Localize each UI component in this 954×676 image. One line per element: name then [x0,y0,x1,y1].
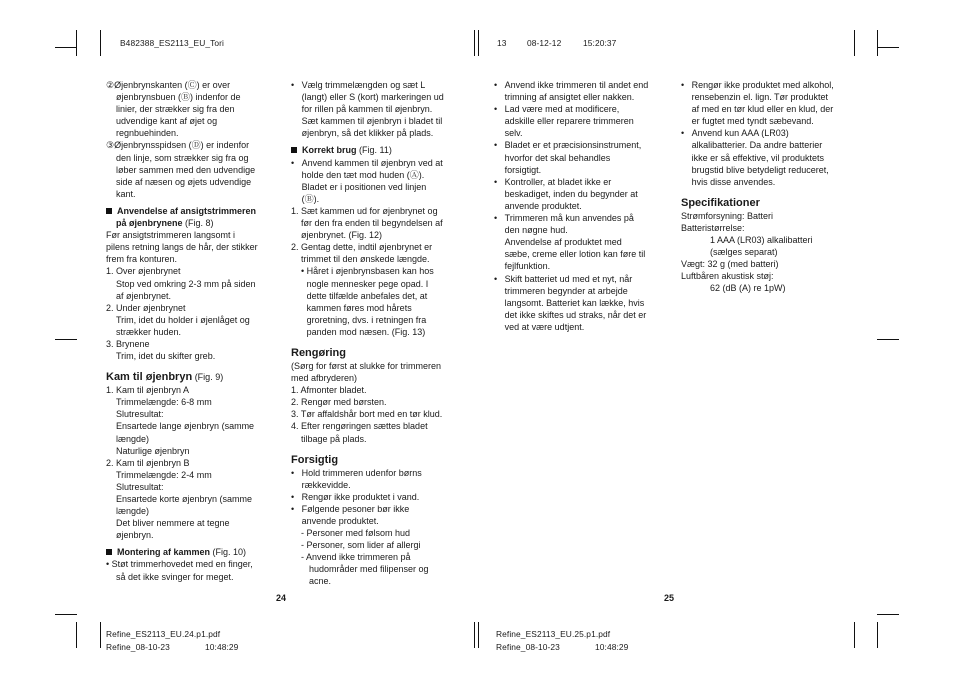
footer-right-pdf: Refine_ES2113_EU.25.p1.pdf [496,629,611,639]
bullet-item: • Skift batteriet ud med et nyt, når trimmeren begynder at arbejde langsomt. Batteriet kan lække, hvis det ikke skiftes ud straks, når det er ved at være udtjent. [494,273,647,332]
header-page-number: 13 [497,38,507,48]
bullet-item: • Følgende pesoner bør ikke anvende produktet. [291,503,410,526]
footer-left-time: 10:48:29 [205,642,239,652]
text-line: udvendige kant af øjet og [116,116,218,127]
text-line: ②Øjenbrynskanten (Ⓒ) er over [106,80,231,90]
bullet-item: • Anvend kammen til øjenbryn ved at holde den tæt mod huden (Ⓐ). Bladet er i positionen ved linjen (Ⓑ). [291,157,443,204]
text-line: så det ikke svinger for meget. [116,571,234,582]
text-line: ③Øjenbrynsspidsen (Ⓓ) er indenfor [106,140,250,151]
list-combs: 1. Kam til øjenbryn A Trimmelængde: 6-8 mm Slutresultat: Ensartede lange øjenbryn (samme længde) Naturlige øjenbryn 2. Kam til øjenbryn B Trimmelængde: 2-4 mm Slutresultat: Ensartede korte øjenbryn (samme længde) Det bliver nemmere at tegne øjenbryn. [106,385,255,541]
bullet-item: • Anvend kun AAA (LR03) alkalibatterier. Da andre batterier ikke er så effektive, vil produktets brugstid blive betydeligt reduceret, hvis disse anvendes. [681,128,829,187]
text-line: frem fra konturen. [106,254,178,265]
footer-left-date: Refine_08-10-23 [106,642,170,652]
list-trim-areas: 1. Over øjenbrynet Stop ved omkring 2-3 mm på siden af øjenbrynet. 2. Under øjenbrynet Trim, idet du holder i øjenlåget og strækker huden. 3. Brynene Trim, idet du skifter greb. [106,266,256,362]
bullet-item: • Kontroller, at bladet ikke er beskadiget, inden du begynder at anvende produktet. [494,176,638,211]
text-line: side af næsen og øjets udvendige [116,176,252,187]
text-line: pilens retning langs de hår, der stikker [106,242,258,253]
heading-caution: Forsigtig [291,453,339,466]
bullet-item: • Bladet er et præcisionsinstrument, hvorfor det skal behandles forsigtigt. [494,140,642,175]
square-bullet-icon [291,147,297,153]
footer-left-pdf: Refine_ES2113_EU.24.p1.pdf [106,629,221,639]
bullet-item: • Hold trimmeren udenfor børns rækkevidde. [291,467,422,490]
bullet-item: • Rengør ikke produktet med alkohol, rensebenzin el. lign. Tør produktet af med en tør klud eller en klud, der er fugtet med tyndt sæbevand. [681,80,834,127]
text-line: den linje, som strækker sig fra og [116,152,249,163]
header-time: 15:20:37 [583,38,617,48]
text-line: linier, der strækker sig fra den [116,104,235,115]
column-1 [106,79,280,583]
page-number-left: 24 [276,593,287,603]
square-bullet-icon [106,549,112,555]
heading-specifications: Specifikationer [681,196,760,209]
item-eyebrow-tip [106,139,280,199]
text-line: Før ansigtstrimmeren langsomt i [106,230,236,241]
heading-cleaning: Rengøring [291,346,346,359]
footer-right-time: 10:48:29 [595,642,629,652]
text-line: kant. [116,188,136,199]
header-filename: B482388_ES2113_EU_Tori [120,38,225,48]
text-line: øjenbrynsbuen (Ⓑ) indenfor de [116,92,241,103]
bullet-item: • Anvend ikke trimmeren til andet end trimning af ansigtet eller nakken. [494,80,649,103]
square-bullet-icon [106,208,112,214]
text-line: regnbuehinden. [116,128,179,139]
heading-comb: Kam til øjenbryn (Fig. 9) [106,371,224,384]
heading-mount: Montering af kammen (Fig. 10) [106,546,280,558]
text-line: løber sammen med den udvendige [116,164,256,175]
bullet-item: • Rengør ikke produktet i vand. [291,491,420,502]
heading-correct-use: Korrekt brug (Fig. 11) [291,144,463,156]
column-3 [494,79,666,333]
item-eyebrow-edge [106,79,280,139]
text-line: • Støt trimmerhovedet med en finger, [106,559,253,570]
bullet-item: • Vælg trimmelængden og sæt L (langt) eller S (kort) markeringen ud for rillen på kammen til øjenbryn. Sæt kammen til øjenbryn i bladet til øjenbryn, så det klikker på plads. [291,80,444,139]
bullet-item: • Trimmeren må kun anvendes på den nøgne hud. Anvendelse af produktet med sæbe, creme eller lotion kan føre til fejlfunktion. [494,213,646,272]
heading-usage: Anvendelse af ansigtstrimmeren på øjenbrynene (Fig. 8) [106,205,280,229]
column-4: • Rengør ikke produktet med alkohol, rensebenzin el. lign. Tør produktet af med en tør klud eller en klud, der er fugtet med tyndt sæbevand. • Anvend kun AAA (LR03) alkalibatterier. Da andre batterier ikke er så effektive, vil produktets brugstid blive betydeligt reduceret, hvis disse anvendes. Specifikationer Strømforsyning: Batteri Batteristørrelse: 1 AAA (LR03) alkalibatteri (sælges separat) Vægt: 32 g (med batteri) Luftbåren akustisk støj: 62 (dB (A) re 1pW) [681,79,855,295]
column-2: • Vælg trimmelængden og sæt L (langt) eller S (kort) markeringen ud for rillen på kammen til øjenbryn. Sæt kammen til øjenbryn i bladet til øjenbryn, så det klikker på plads. Korrekt brug (Fig. 11) • Anvend kammen til øjenbryn ved at holde den tæt mod huden (Ⓐ). Bladet er i positionen ved linjen (Ⓑ). 1. Sæt kammen ud for øjenbrynet og før den fra enden til begyndelsen af øjenbrynet. (Fig. 12) 2. Gentag dette, indtil øjenbrynet er trimmet til den ønskede længde. • Håret i øjenbrynsbasen kan hos nogle mennesker pege opad. I dette tilfælde anbefales det, at kammen føres mod hårets groretning, dvs. i retningen fra panden mod næsen. (Fig. 13) Rengøring (Sørg for først at slukke for trimmeren med afbryderen) 1. Afmonter bladet. 2. Rengør med børsten. 3. Tør affaldshår bort med en tør klud. 4. Efter rengøringen sættes bladet tilbage på plads. Forsigtig • Hold trimmeren udenfor børns rækkevidde. • Rengør ikke produktet i vand. • Følgende pesoner bør ikke anvende produktet. - Personer med følsom hud - Personer, som lider af allergi - Anvend ikke trimmeren på hudområder med filipenser og acne. [291,79,463,588]
page-number-right: 25 [664,593,675,603]
bullet-item: • Lad være med at modificere, adskille eller reparere trimmeren selv. [494,104,634,139]
header-date: 08-12-12 [527,38,562,48]
footer-right-date: Refine_08-10-23 [496,642,560,652]
bullet-item: • Håret i øjenbrynsbasen kan hos nogle mennesker pege opad. I dette tilfælde anbefales det, at kammen føres mod hårets groretning, dvs. i retningen fra panden mod næsen. (Fig. 13) [301,266,434,337]
